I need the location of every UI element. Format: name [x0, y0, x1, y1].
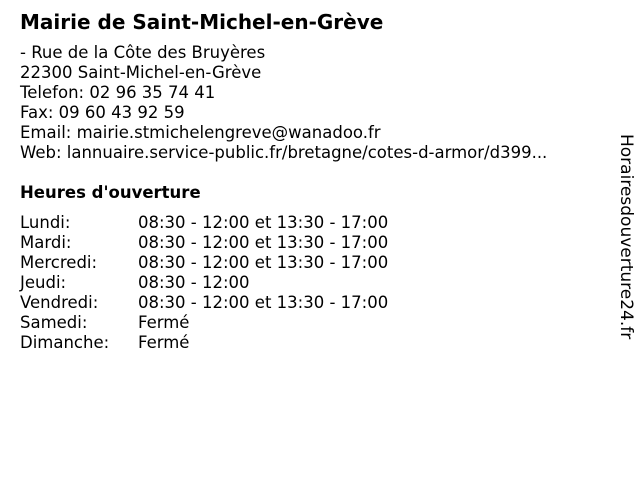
- website-url: Web: lannuaire.service-public.fr/bretagne/cotes-d-armor/d399...: [20, 143, 548, 162]
- address-street: - Rue de la Côte des Bruyères: [20, 43, 266, 62]
- fax-number: Fax: 09 60 43 92 59: [20, 103, 185, 122]
- phone-number: Telefon: 02 96 35 74 41: [20, 83, 216, 102]
- time-value: Fermé: [138, 333, 190, 352]
- day-label: Dimanche:: [20, 333, 110, 352]
- time-value: 08:30 - 12:00 et 13:30 - 17:00: [138, 213, 389, 232]
- day-label: Mardi:: [20, 233, 72, 252]
- day-label: Vendredi:: [20, 293, 99, 312]
- day-label: Lundi:: [20, 213, 71, 232]
- time-value: Fermé: [138, 313, 190, 332]
- watermark-text: Horairesdouverture24.fr: [616, 134, 636, 340]
- time-value: 08:30 - 12:00 et 13:30 - 17:00: [138, 293, 389, 312]
- address-city: 22300 Saint-Michel-en-Grève: [20, 63, 262, 82]
- page-title: Mairie de Saint-Michel-en-Grève: [20, 10, 384, 34]
- time-value: 08:30 - 12:00: [138, 273, 250, 292]
- day-label: Samedi:: [20, 313, 88, 332]
- contact-block: [20, 43, 547, 163]
- time-value: 08:30 - 12:00 et 13:30 - 17:00: [138, 253, 389, 272]
- site-watermark: [610, 134, 640, 374]
- day-label: Mercredi:: [20, 253, 98, 272]
- opening-hours-heading: Heures d'ouverture: [20, 183, 201, 202]
- email-address: Email: mairie.stmichelengreve@wanadoo.fr: [20, 123, 381, 142]
- time-value: 08:30 - 12:00 et 13:30 - 17:00: [138, 233, 389, 252]
- day-label: Jeudi:: [20, 273, 67, 292]
